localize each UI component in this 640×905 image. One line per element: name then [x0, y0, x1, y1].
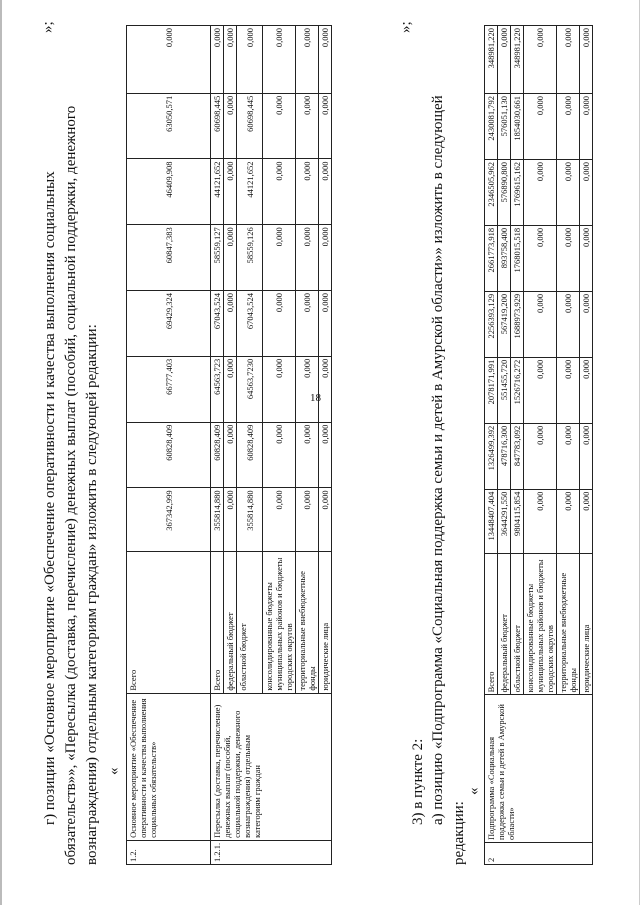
value-cell: 0,000	[580, 489, 593, 553]
page-number: 18	[310, 392, 321, 404]
row-number: 1.2.1.	[211, 840, 332, 864]
item-g-line2: обязательств»», «Пересылка (доставка, перечисление) денежных выплат (пособий, социальной поддержки, денежного	[63, 105, 79, 865]
value-cell: 0,000	[263, 159, 296, 225]
value-cell: 0,000	[498, 26, 511, 94]
value-cell: 0,000	[319, 26, 332, 94]
value-cell: 60698,445	[211, 93, 224, 159]
item-g-line3: вознаграждения) отдельным категориям граждан» изложить в следующей редакции:	[84, 324, 100, 865]
value-cell: 0,000	[224, 93, 237, 159]
value-cell: 44121,652	[211, 159, 224, 225]
value-cell: 0,000	[557, 489, 580, 553]
value-cell: 0,000	[296, 488, 319, 552]
value-cell: 64563,723	[211, 356, 224, 422]
value-cell: 0,000	[524, 423, 557, 489]
value-cell: 0,000	[580, 357, 593, 423]
value-cell: 0,000	[224, 26, 237, 94]
value-cell: 0,000	[524, 225, 557, 291]
value-cell: 46409,908	[127, 159, 211, 225]
value-cell: 1768015,518	[511, 225, 524, 291]
value-cell: 0,000	[319, 225, 332, 291]
value-cell: 60847,383	[127, 225, 211, 291]
value-cell: 478716,300	[498, 423, 511, 489]
source-label: областной бюджет	[511, 553, 524, 695]
value-cell: 1526716,272	[511, 357, 524, 423]
measure-name: Пересылка (доставка, перечисление) денежных выплат (пособий, социальной поддержки, денежного вознаграждения) отдельным категориям граждан	[211, 693, 332, 840]
value-cell: 58559,126	[237, 225, 263, 291]
value-cell: 2661773,918	[485, 225, 498, 291]
item-3-text: 3) в пункте 2:	[410, 738, 426, 825]
value-cell: 2430081,792	[485, 94, 498, 160]
item-a-line2: редакции:	[451, 801, 467, 865]
value-cell: 0,000	[557, 291, 580, 357]
value-cell: 348981,220	[485, 26, 498, 94]
value-cell: 0,000	[580, 225, 593, 291]
measure-name: Основное мероприятие «Обеспечение оперативности и качества выполнения социальных обязательств»	[127, 693, 211, 840]
value-cell: 0,000	[319, 93, 332, 159]
value-cell: 2078171,991	[485, 357, 498, 423]
value-cell: 0,000	[524, 489, 557, 553]
value-cell: 0,000	[263, 93, 296, 159]
value-cell: 0,000	[296, 291, 319, 357]
value-cell: 0,000	[237, 26, 263, 94]
value-cell: 66777,403	[127, 356, 211, 422]
value-cell: 0,000	[524, 357, 557, 423]
source-label: Всего	[211, 552, 224, 693]
table-row	[485, 26, 498, 865]
item-g-paragraph	[40, 25, 103, 865]
value-cell: 0,000	[263, 225, 296, 291]
value-cell: 0,000	[224, 356, 237, 422]
value-cell: 0,000	[580, 159, 593, 225]
value-cell: 0,000	[580, 423, 593, 489]
value-cell: 0,000	[580, 291, 593, 357]
close-quote-1: »;	[40, 21, 56, 33]
value-cell: 348981,220	[511, 26, 524, 94]
value-cell: 0,000	[524, 26, 557, 94]
value-cell: 0,000	[557, 225, 580, 291]
value-cell: 2346505,962	[485, 159, 498, 225]
item-3-paragraph	[408, 25, 429, 825]
value-cell: 1769615,162	[511, 159, 524, 225]
source-label: областной бюджет	[237, 552, 263, 693]
value-cell: 0,000	[580, 26, 593, 94]
value-cell: 0,000	[319, 159, 332, 225]
value-cell: 551455,720	[498, 357, 511, 423]
value-cell: 0,000	[296, 356, 319, 422]
value-cell: 0,000	[319, 291, 332, 357]
source-label: юридические лица	[580, 553, 593, 695]
value-cell: 0,000	[557, 26, 580, 94]
value-cell: 0,000	[524, 291, 557, 357]
row-number: 2	[485, 843, 593, 865]
value-cell: 0,000	[557, 159, 580, 225]
source-label: Всего	[485, 553, 498, 695]
value-cell: 58559,127	[211, 225, 224, 291]
value-cell: 893758,400	[498, 225, 511, 291]
table-row	[127, 26, 211, 865]
table-row	[211, 26, 224, 865]
value-cell: 69429,324	[127, 291, 211, 357]
value-cell: 0,000	[296, 159, 319, 225]
value-cell: 0,000	[224, 291, 237, 357]
value-cell: 0,000	[224, 488, 237, 552]
value-cell: 567419,200	[498, 291, 511, 357]
value-cell: 3644291,550	[498, 489, 511, 553]
value-cell: 0,000	[524, 94, 557, 160]
value-cell: 0,000	[263, 356, 296, 422]
item-a-line1: а) позицию «Подпрограмма «Социальная поддержка семьи и детей в Амурской области»» изложить в следующей	[430, 95, 446, 825]
source-label: юридические лица	[319, 552, 332, 693]
close-quote-1b: »;	[398, 21, 414, 33]
value-cell: 67043,524	[211, 291, 224, 357]
value-cell: 63050,571	[127, 93, 211, 159]
value-cell: 847783,092	[511, 423, 524, 489]
value-cell: 0,000	[580, 94, 593, 160]
value-cell: 9804115,854	[511, 489, 524, 553]
value-cell: 0,000	[557, 94, 580, 160]
value-cell: 0,000	[319, 488, 332, 552]
value-cell: 0,000	[296, 26, 319, 94]
item-a-paragraph	[428, 25, 470, 865]
value-cell: 0,000	[211, 26, 224, 94]
value-cell: 0,000	[296, 93, 319, 159]
value-cell: 64563,7230	[237, 356, 263, 422]
value-cell: 2256393,129	[485, 291, 498, 357]
source-label: Всего	[127, 552, 211, 693]
table-subprogram	[484, 25, 593, 865]
source-label: федеральный бюджет	[224, 552, 237, 693]
value-cell: 0,000	[319, 422, 332, 488]
value-cell: 576890,800	[498, 159, 511, 225]
value-cell: 0,000	[224, 225, 237, 291]
value-cell: 60828,409	[237, 422, 263, 488]
value-cell: 1326499,392	[485, 423, 498, 489]
value-cell: 0,000	[224, 159, 237, 225]
source-label: консолидированные бюджеты муниципальных районов и бюджеты городских округов	[263, 552, 296, 693]
value-cell: 60698,445	[237, 93, 263, 159]
value-cell: 1854030,661	[511, 94, 524, 160]
open-quote-2: «	[466, 787, 482, 795]
value-cell: 0,000	[263, 291, 296, 357]
value-cell: 1688973,929	[511, 291, 524, 357]
value-cell: 0,000	[557, 357, 580, 423]
value-cell: 0,000	[296, 225, 319, 291]
value-cell: 0,000	[296, 422, 319, 488]
table-main-measure	[126, 25, 332, 865]
value-cell: 60828,409	[127, 422, 211, 488]
source-label: консолидированные бюджеты муниципальных районов и бюджеты городских округов	[524, 553, 557, 695]
item-g-line1: г) позиции «Основное мероприятие «Обеспечение оперативности и качества выполнения социальных	[42, 171, 58, 825]
value-cell: 0,000	[224, 422, 237, 488]
subprogram-name: Подпрограмма «Социальная поддержка семьи и детей в Амурской области»	[485, 695, 593, 843]
value-cell: 67043,524	[237, 291, 263, 357]
source-label: территориальные внебюджетные фонды	[296, 552, 319, 693]
row-number: 1.2.	[127, 840, 211, 864]
value-cell: 367342,999	[127, 488, 211, 552]
value-cell: 0,000	[557, 423, 580, 489]
value-cell: 0,000	[319, 356, 332, 422]
value-cell: 0,000	[524, 159, 557, 225]
value-cell: 576051,130	[498, 94, 511, 160]
value-cell: 60828,409	[211, 422, 224, 488]
value-cell: 0,000	[127, 26, 211, 94]
value-cell: 44121,652	[237, 159, 263, 225]
source-label: федеральный бюджет	[498, 553, 511, 695]
value-cell: 13448407,404	[485, 489, 498, 553]
open-quote-1: «	[106, 767, 122, 775]
value-cell: 0,000	[263, 422, 296, 488]
value-cell: 0,000	[263, 488, 296, 552]
value-cell: 0,000	[263, 26, 296, 94]
source-label: территориальные внебюджетные фонды	[557, 553, 580, 695]
value-cell: 355814,880	[211, 488, 224, 552]
value-cell: 355814,880	[237, 488, 263, 552]
